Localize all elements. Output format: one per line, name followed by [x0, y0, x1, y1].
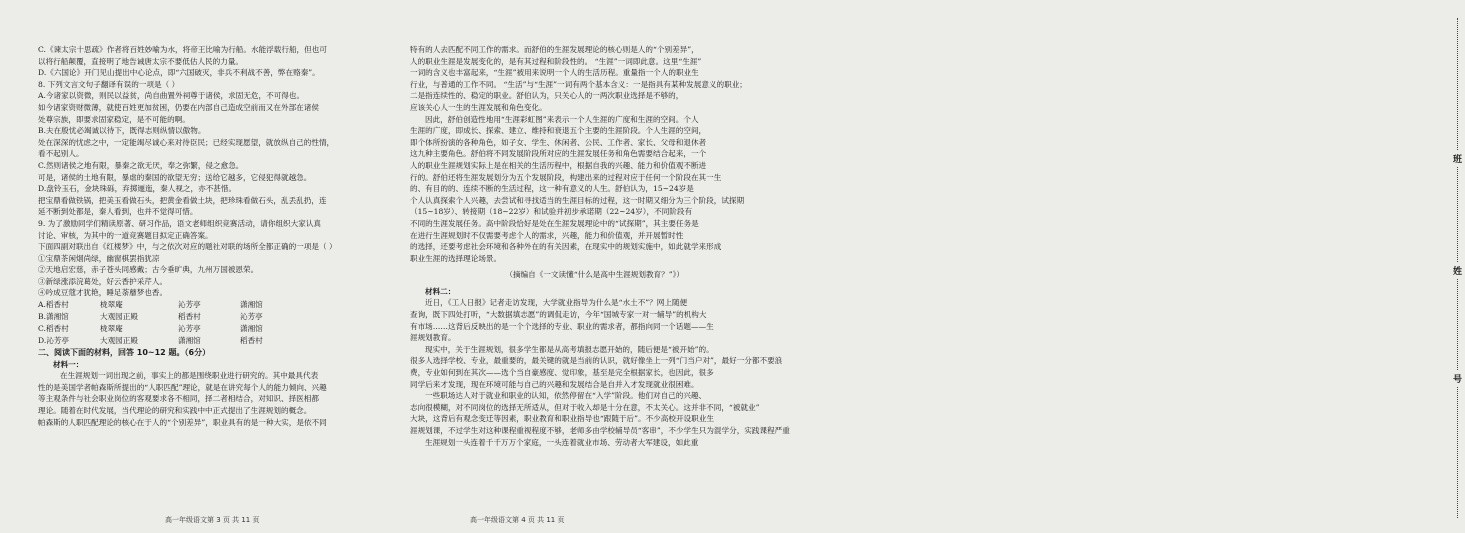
material-one-title: 材料一：: [53, 359, 84, 369]
binding-mark-number: 号: [1450, 370, 1465, 387]
text-line: 以将行船颠覆，直接明了地告诫唐太宗不要低估人民的力量。: [38, 56, 244, 66]
text-line: 行的。舒伯还将生涯发展划分为五个发展阶段，构建出来的过程对应于任何一个阶段在其一生: [410, 172, 722, 182]
section-heading: 二、阅读下面的材料，回答 10~12 题。（6分）: [38, 348, 211, 358]
text-line: 不同的生涯发展任务。高中阶段恰好是处在生涯发展理论中的“试探期”，其主要任务是: [410, 218, 699, 228]
text-line: 有市场……这背后反映出的是一个个选择的专业、职业的需求者，都指向同一个话题——生: [410, 321, 714, 331]
text-line: 现实中，关于生涯规划，很多学生都是从高考填报志愿开始的，随后便是“被开始”的。: [425, 344, 714, 354]
option-cell: 潇湘馆: [178, 336, 201, 346]
text-line: 费，专业如何到在其次——选个当自豪感度、觉印象，基至是完全根据家长，也因此，很多: [410, 368, 714, 378]
option-cell: 大观园正殿: [100, 336, 138, 346]
text-line: 查询，既下四处打听，“大数据填志愿”的调侃走访，今年“国城专家一对一辅导”的机构大: [410, 310, 707, 320]
text-line: 性的是美国学者帕森斯所提出的“人职匹配”理论，就是在讲究每个人的能力倾向、兴趣: [38, 382, 327, 392]
option-cell: C.稻香村: [38, 324, 69, 334]
text-line: ②天地启宏慈，赤子苍头同感戴；古今垂旷典，九州万国被恩荣。: [38, 265, 259, 275]
binding-mark-name: 姓: [1450, 262, 1465, 279]
text-line: 8. 下列文言文句子翻译有误的一项是（ ）: [38, 79, 180, 89]
text-line: 处在深深的忧虑之中，一定能竭尽诚心来对待臣民；已经实现愿望，就放纵自己的性情，: [38, 137, 335, 147]
text-line: 因此，舒伯创造性地用“生涯彩虹图”来表示一个人生涯的广度和生涯的空间。个人: [425, 114, 699, 124]
text-line: 的选择，还要考虑社会环境和各种外在的有关因素，在现实中的规划实施中，如此就学来形成: [410, 242, 722, 252]
option-cell: B.潇湘馆: [38, 312, 69, 322]
material-two-title: 材料二：: [425, 286, 456, 296]
text-line: ④吟成豆蔻才犹艳，睡足荼蘼梦也香。: [38, 288, 168, 298]
material-one-text: [38, 370, 386, 428]
option-cell: 栊翠庵: [100, 324, 123, 334]
text-line: 看不起别人。: [38, 149, 84, 159]
material-two-text: [410, 297, 790, 448]
option-cell: 沁芳亭: [240, 312, 263, 322]
option-cell: 沁芳亭: [178, 300, 201, 310]
text-line: 志向很模糊，对不同岗位的选择无所适从，但对于收入却是十分在意，不太关心。这并非不同，“被就业”: [410, 402, 760, 412]
text-line: 处尊宗族，即要求固家稳定，是不可能的啊。: [38, 114, 190, 124]
page-footer-left: 高一年级语文第 3 页 共 11 页: [165, 516, 260, 524]
left-exam-page: [0, 0, 400, 533]
text-line: 在进行生涯规划时不仅需要考虑个人的需求，兴趣，能力和价值观，并开展暂时性: [410, 230, 684, 240]
text-line: 生涯的广度，即成长、探索、建立、维持和衰退五个主要的生涯阶段。个人生涯的空间，: [410, 126, 707, 136]
text-line: 等主观条件与社会职业岗位的客观要求各不相同，择二者相结合，对知识、择医相都: [38, 394, 319, 404]
text-line: 9. 为了激励同学们精读原著、研习作品，语文老师组织竞赛活动，请你组织大家认真: [38, 218, 322, 228]
text-line: 大块，这背后有观念变迁等因素，职业教育和职业指导也“跟随于后”。不少高校开设职业生: [410, 414, 714, 424]
option-row: [38, 311, 386, 323]
text-line: 的、有目的的、连续不断的生活过程，这一种有意义的人生。舒伯认为，15~24岁是: [410, 184, 694, 194]
text-line: 应该关心人一生的生涯发展和角色变化。: [410, 102, 547, 112]
option-cell: 稻香村: [178, 312, 201, 322]
text-line: D.《六国论》开门见山提出中心论点，即“六国破灭，非兵不利战不善，弊在赂秦”。: [38, 68, 320, 78]
text-line: 涯规划教育。: [410, 333, 456, 343]
text-line: 同学后来才发现，现在环境可能与自己的兴趣和发展结合是自并入才发现就业很困难。: [410, 379, 699, 389]
text-line: 理论。随着在时代发展，当代理论的研究和实践中中正式提出了生涯规划的概念。: [38, 406, 312, 416]
text-line: ③新绿涨添浣葛处，好云香护采芹人。: [38, 276, 168, 286]
text-line: 涯规划课，不过学生对这种课程重视程度不够，老师多由学校辅导员“客串”，不少学生只为混学分，实践课程严重: [410, 426, 790, 435]
text-line: 帕森斯的人职匹配理论的核心在于人的“个别差异”，职业具有的是一种大实，是依不同: [38, 417, 327, 427]
text-line: 个人认真探索个人兴趣，去尝试和寻找适当的生涯目标的过程，这一时期又细分为三个阶段，试探期: [410, 195, 745, 205]
text-line: D.盘铃玉石，金块珠砾，弃掷逦迤，秦人视之，亦不甚惜。: [38, 184, 237, 194]
text-line: 即个体所扮演的各种角色，如子女、学生、休闲者、公民、工作者、家长、父母和退休者: [410, 137, 707, 147]
text-line: 二是指连续性的、稳定的职业。舒伯认为，只关心人的一两次职业选择是不够的，: [410, 91, 684, 101]
text-line: 可是，诸侯的土地有限，暴虐的秦国的欲望无穷；送给它越多，它侵犯得就越急。: [38, 172, 312, 182]
option-cell: 潇湘馆: [240, 300, 263, 310]
text-line: 人的职业生涯规划实际上是在相关的生活历程中，根据自我的兴趣、能力和价值观不断进: [410, 160, 707, 170]
option-cell: 栊翠庵: [100, 300, 123, 310]
page-footer-right: 高一年级语文第 4 页 共 11 页: [470, 516, 565, 524]
answer-options: [38, 299, 386, 347]
text-line: 人的职业生涯是发展变化的，是有其过程和阶段性的。 “生涯”一词即此意。这里“生涯”: [410, 56, 702, 66]
option-cell: 潇湘馆: [240, 324, 263, 334]
text-line: 特有的人去匹配不同工作的需求。而舒伯的生涯发展理论的核心则是人的“个别差异”，: [410, 45, 699, 54]
option-row: [38, 323, 386, 335]
text-line: 下面四副对联出自《红楼梦》中，与之依次对应的题社对联的场所全都正确的一项是（ ）: [38, 242, 337, 252]
text-line: 在生涯规划一词出现之前，事实上的都是围绕职业进行研究的。其中最具代表: [60, 371, 319, 381]
text-line: 行业，与普通的工作不同。 “生活”与“生涯”一词有两个基本含义：一是指具有某种发展意义的职业；: [410, 79, 747, 89]
option-cell: D.沁芳亭: [38, 336, 70, 346]
text-line: 这九种主要角色。舒伯将不同发展阶段所对应的生涯发展任务和角色需要结合起来，一个: [410, 149, 707, 159]
option-row: [38, 335, 386, 347]
text-line: 职业生涯的选择理论场景。: [410, 253, 502, 263]
right-exam-page: [402, 0, 790, 533]
option-cell: A.稻香村: [38, 300, 69, 310]
binding-margin: [724, 0, 1462, 533]
text-line: 很多人选择学校、专业，最重要的，最关键的就是当前的认识，就好像坐上一列“门当户对”，最好一分都不要浪: [410, 356, 783, 366]
option-cell: 稻香村: [240, 336, 263, 346]
text-line: 如今诸家资财微薄，就使百姓更加贫困，仍要在内部自己造成空前而又在外部在诸侯: [38, 102, 319, 112]
text-line: 一些职场达人对于就业和职业的认知，依然停留在“入学”阶段。他们对自己的兴趣、: [425, 391, 707, 401]
text-line: C.《谏太宗十思疏》作者将百姓妙喻为水，将帝王比喻为行船。水能浮载行船，但也可: [38, 45, 327, 54]
text-line: 生涯规划一头连着千千万万个家庭，一头连着就业市场、劳动者大军建设，如此重: [425, 437, 699, 447]
text-line: （15~18岁）、转接期（18~22岁）和试验并初步承诺期（22~24岁），不同阶段有: [410, 207, 693, 217]
text-line: 一词的含义也丰富起来，“生涯”被用来说明一个人的生活历程。重量指一个人的职业生: [410, 68, 699, 78]
binding-mark-class: 班: [1450, 150, 1465, 167]
option-cell: 大观园正殿: [100, 312, 138, 322]
text-line: A.今诸家以资微，则民以益贫，尚自曲置外祠尊于诸侯，求固无危，不可得也。: [38, 91, 305, 101]
text-line: B.夫在殷忧必竭诚以待下，既得志则纵情以傲物。: [38, 126, 206, 136]
text-line: 近日，《工人日报》记者走访发现，大学就业指导为什么是“水土不”？网上随便: [425, 298, 688, 308]
left-question-block: [38, 44, 386, 299]
text-line: 讨论、审核，为其中的一道竞赛题目拟定正确答案。: [38, 230, 213, 240]
text-line: 延不断到处都是，秦人看到，也并不觉得可惜。: [38, 207, 198, 217]
material-one-continued: [410, 44, 747, 264]
option-cell: 沁芳亭: [178, 324, 201, 334]
text-line: C.然则诸侯之地有限，暴秦之欲无厌，奉之弥繁，侵之愈急。: [38, 160, 244, 170]
text-line: ①宝鼎茶闲烟尚绿，幽窗棋罢指犹凉: [38, 253, 160, 263]
option-row: [38, 299, 386, 311]
source-citation: （摘编自《一文读懂“什么是高中生涯规划教育？”》）: [505, 270, 684, 280]
text-line: 把宝鼎看做铁锅，把美玉看做石头，把黄金看做土块，把珍珠看做石头，乱丢乱扔，连: [38, 195, 327, 205]
